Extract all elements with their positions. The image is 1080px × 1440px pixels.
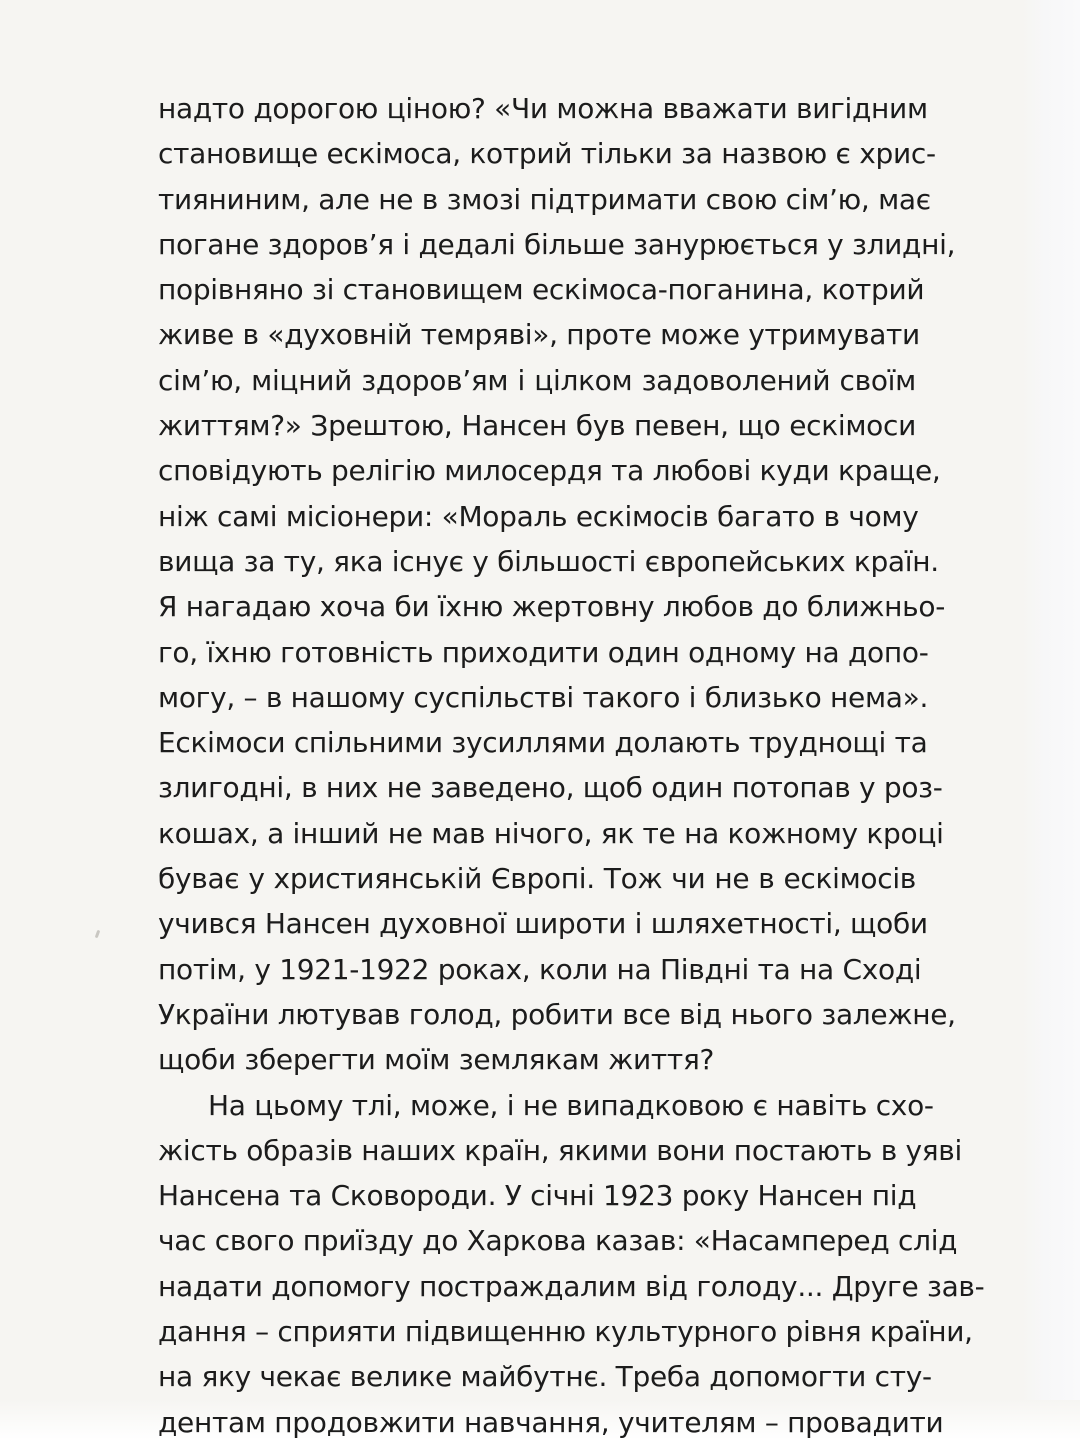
text-line: буває у християнській Європі. Тож чи не в ескімосів (158, 862, 916, 896)
text-line: кошах, а інший не мав нічого, як те на кожному кроці (158, 816, 944, 850)
text-line: могу, – в нашому суспільстві такого і близько нема». (158, 680, 929, 714)
text-line: вища за ту, яка існує у більшості європейських країн. (158, 544, 939, 578)
text-line: потім, у 1921-1922 роках, коли на Півдні та на Сході (158, 952, 922, 986)
text-line: тияниним, але не в змозі підтримати свою сім’ю, має (158, 182, 931, 216)
text-line: го, їхню готовність приходити один одному на допо- (158, 635, 929, 669)
text-line: живе в «духовній темряві», проте може утримувати (158, 318, 920, 352)
text-line: ніж самі місіонери: «Мораль ескімосів багато в чому (158, 499, 919, 533)
text-line: Я нагадаю хоча би їхню жертовну любов до ближньо- (158, 590, 946, 624)
text-line: на яку чекає велике майбутнє. Треба допомогти сту- (158, 1360, 932, 1394)
text-line: порівняно зі становищем ескімоса-поганина, котрий (158, 273, 925, 307)
text-line: погане здоров’я і дедалі більше занурюється у злидні, (158, 227, 956, 261)
body-text (158, 86, 985, 1440)
text-line: дання – сприяти підвищенню культурного рівня країни, (158, 1315, 973, 1349)
page-edge-shadow (1022, 0, 1080, 1440)
text-line: злигодні, в них не заведено, щоб один потопав у роз- (158, 771, 943, 805)
text-line: життям?» Зрештою, Нансен був певен, що ескімоси (158, 409, 916, 443)
text-line: становище ескімоса, котрий тільки за назвою є хрис- (158, 137, 936, 171)
text-line: Нансена та Сковороди. У січні 1923 року Нансен під (158, 1179, 917, 1213)
text-line-paragraph-start: На цьому тлі, може, і не випадковою є навіть схо- (208, 1088, 934, 1122)
text-line: надто дорогою ціною? «Чи можна вважати вигідним (158, 92, 928, 125)
text-line: України лютував голод, робити все від нього залежне, (158, 997, 956, 1031)
paper-speck (95, 930, 101, 939)
text-line: жість образів наших країн, якими вони постають в уяві (158, 1133, 962, 1167)
text-line: сповідують релігію милосердя та любові куди краще, (158, 454, 941, 488)
text-line: надати допомогу постраждалим від голоду... Друге зав- (158, 1269, 985, 1303)
text-line: сім’ю, міцний здоров’ям і цілком задоволений своїм (158, 363, 916, 397)
text-line-paragraph-end: щоби зберегти моїм землякам життя? (158, 1043, 715, 1077)
text-line: Ескімоси спільними зусиллями долають труднощі та (158, 726, 928, 760)
text-line: дентам продовжити навчання, учителям – провадити (158, 1405, 944, 1439)
text-line: час свого приїзду до Харкова казав: «Насамперед слід (158, 1224, 958, 1258)
text-line: учився Нансен духовної широти і шляхетності, щоби (158, 907, 928, 941)
